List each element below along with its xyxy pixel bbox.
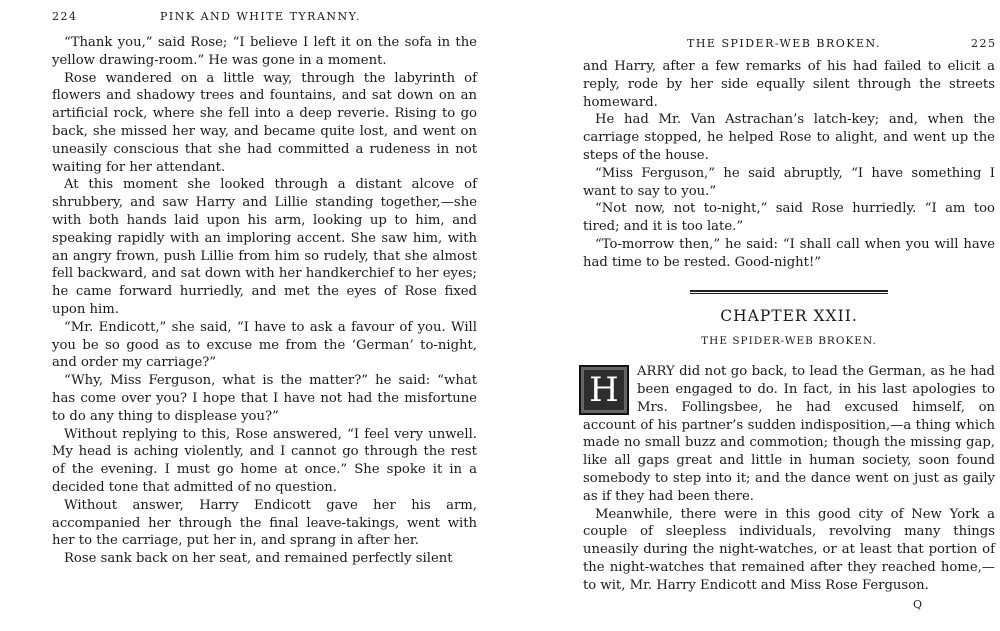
paragraph: “Mr. Endicott,” she said, “I have to ask a favour of you. Will you be so good as to excuse me from the ‘German’ to-night, and order my carriage?” bbox=[52, 319, 477, 371]
paragraph: Without replying to this, Rose answered, “I feel very unwell. My head is aching violently, and I cannot go through the rest of the evening. I must go home at once.” She spoke it in a decided tone that admitted of no question. bbox=[52, 426, 477, 495]
left-page-number: 224 bbox=[52, 10, 78, 23]
chapter-opening-paragraph bbox=[583, 363, 995, 505]
left-page-body bbox=[52, 34, 477, 568]
paragraph: Without answer, Harry Endicott gave her his arm, accompanied her through the final leave-takings, went with her to the carriage, put her in, and sprang in after her. bbox=[52, 497, 477, 549]
chapter-divider-rule bbox=[690, 290, 888, 294]
right-running-title: THE SPIDER-WEB BROKEN. bbox=[687, 37, 881, 50]
paragraph: “Thank you,” said Rose; “I believe I left it on the sofa in the yellow drawing-room.” He was gone in a moment. bbox=[52, 35, 477, 68]
paragraph: and Harry, after a few remarks of his had failed to elicit a reply, rode by her side equally silent through the streets homeward. bbox=[583, 59, 995, 110]
signature-mark: Q bbox=[913, 598, 923, 611]
chapter-title: THE SPIDER-WEB BROKEN. bbox=[701, 335, 877, 348]
paragraph: “To-morrow then,” he said: “I shall call when you will have had time to be rested. Good-night!” bbox=[583, 236, 995, 270]
drop-cap: H bbox=[579, 365, 629, 415]
left-running-title: PINK AND WHITE TYRANNY. bbox=[160, 10, 361, 23]
paragraph: At this moment she looked through a distant alcove of shrubbery, and saw Harry and Lillie standing together,—she with both hands laid upon his arm, looking up to him, and speaking rapidly with an imploring accent. She saw him, with an angry frown, push Lillie from him so rudely, that she almost fell backward, and sat down with her handkerchief to her eyes; he came forward hurriedly, and met the eyes of Rose fixed upon him. bbox=[52, 177, 477, 317]
paragraph: He had Mr. Van Astrachan’s latch-key; and, when the carriage stopped, he helped Rose to alight, and went up the steps of the house. bbox=[583, 112, 995, 163]
paragraph: Rose wandered on a little way, through the labyrinth of flowers and shadowy trees and fountains, and sat down on an artificial rock, where she fell into a deep reverie. Rising to go back, she missed her way, and became quite lost, and went on uneasily conscious that she had committed a rudeness in not waiting for her attendant. bbox=[52, 70, 477, 175]
right-page-body bbox=[583, 58, 995, 595]
paragraph: Rose sank back on her seat, and remained perfectly silent bbox=[64, 551, 453, 567]
paragraph: “Not now, not to-night,” said Rose hurriedly. “I am too tired; and it is too late.” bbox=[583, 201, 995, 235]
chapter-heading: CHAPTER XXII. bbox=[720, 306, 858, 325]
paragraph: Meanwhile, there were in this good city of New York a couple of sleepless individuals, revolving many things uneasily during the night-watches, or at least that portion of the night-watches that remained after they reached home,—to wit, Mr. Harry Endicott and Miss Rose Ferguson. bbox=[583, 506, 995, 593]
opening-text: ARRY did not go back, to lead the German, as he had been engaged to do. In fact, in his last apologies to Mrs. Follingsbee, he had excused himself, on account of his partner’s sudden indisposition,—a thing which made no small buzz and commotion; though the missing gap, like all gaps great and little in human society, soon found somebody to step into it; and the dance went on just as gaily as if they had been there. bbox=[583, 364, 995, 504]
right-page-number: 225 bbox=[971, 37, 997, 50]
paragraph: “Miss Ferguson,” he said abruptly, “I have something I want to say to you.” bbox=[583, 165, 995, 199]
paragraph: “Why, Miss Ferguson, what is the matter?” he said: “what has come over you? I hope that I have not had the misfortune to do any thing to displease you?” bbox=[52, 373, 477, 424]
